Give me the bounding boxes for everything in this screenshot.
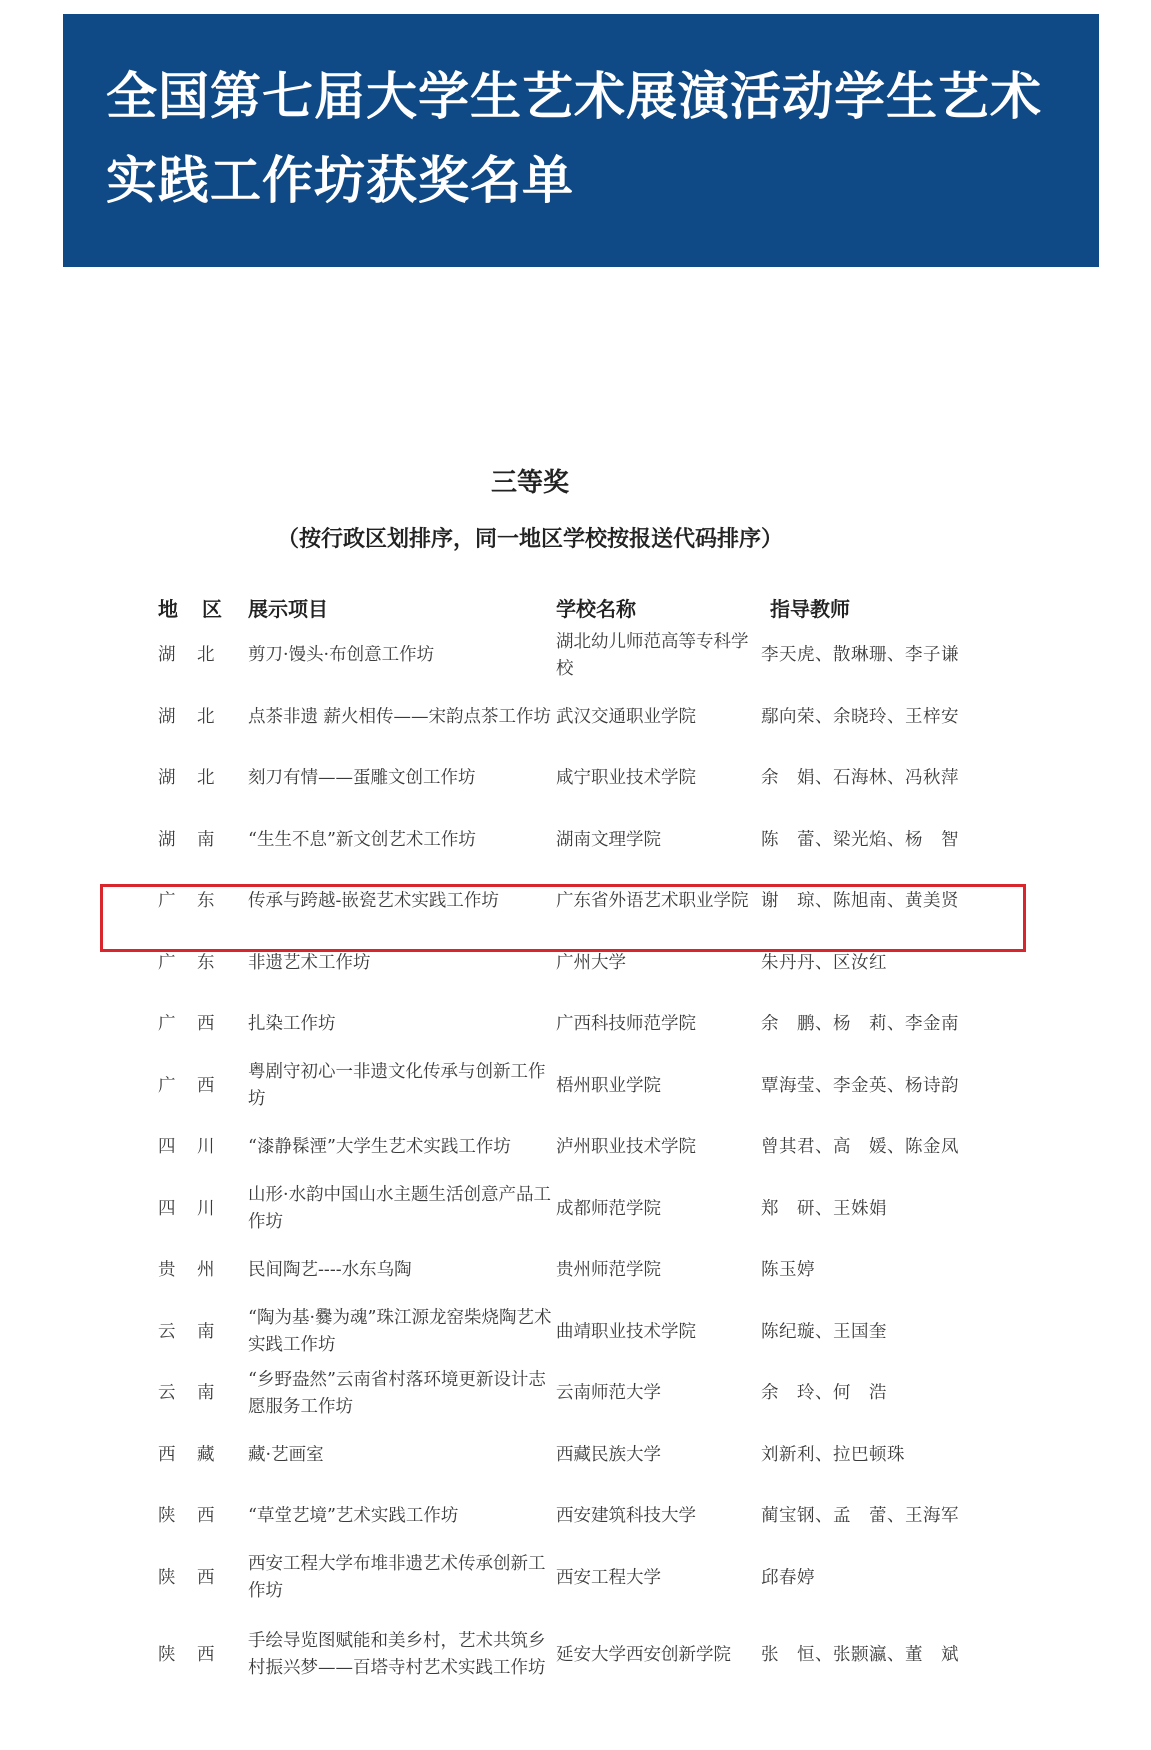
cell-teacher [761,1302,1001,1364]
project-text: 藏·艺画室 [248,1444,324,1465]
project-text: “草堂艺境”艺术实践工作坊 [248,1506,459,1527]
cell-region [158,1548,220,1610]
award-level-title: 三等奖 [490,468,569,498]
cell-school [556,1425,756,1487]
region-text: 湖 北 [158,645,217,666]
region-text: 湖 北 [158,768,217,789]
cell-region [158,1609,220,1701]
table-row [0,871,1151,933]
project-text: 剪刀·馒头·布创意工作坊 [248,645,435,666]
cell-region [158,625,220,687]
table-row [0,1363,1151,1425]
region-text: 广 东 [158,891,217,912]
cell-school [556,687,756,749]
table-row [0,1056,1151,1118]
title-banner [63,14,1099,267]
cell-teacher [761,1240,1001,1302]
region-text: 湖 南 [158,829,217,850]
school-text: 云南师范大学 [556,1383,661,1404]
cell-school [556,933,756,995]
cell-teacher [761,810,1001,872]
cell-project [248,1425,554,1487]
teacher-text: 李天虎、散琳珊、李子谦 [761,645,959,666]
cell-teacher [761,1056,1001,1118]
cell-teacher [761,1179,1001,1241]
cell-project [248,1548,554,1610]
cell-school [556,1609,756,1701]
project-text: “乡野盎然”云南省村落环境更新设计志愿服务工作坊 [248,1369,546,1417]
region-text: 陕 西 [158,1567,217,1588]
table-row [0,933,1151,995]
table-row [0,1117,1151,1179]
table-row [0,1425,1151,1487]
school-text: 湖北幼儿师范高等专科学校 [556,631,749,679]
school-text: 梧州职业学院 [556,1075,661,1096]
school-text: 广州大学 [556,952,626,973]
cell-region [158,1056,220,1118]
cell-school [556,810,756,872]
cell-region [158,994,220,1056]
project-text: “漆静髹湮”大学生艺术实践工作坊 [248,1137,511,1158]
cell-teacher [761,994,1001,1056]
school-text: 成都师范学院 [556,1198,661,1219]
cell-region [158,871,220,933]
header-teacher: 指导教师 [770,597,850,621]
teacher-text: 陈纪璇、王国奎 [761,1321,887,1342]
teacher-text: 陈玉婷 [761,1260,815,1281]
table-body [0,625,1151,1701]
region-text: 陕 西 [158,1644,217,1665]
project-text: 手绘导览图赋能和美乡村，艺术共筑乡村振兴梦——百塔寺村艺术实践工作坊 [248,1631,546,1678]
project-text: 粤剧守初心一非遗文化传承与创新工作坊 [248,1062,546,1110]
cell-teacher [761,1117,1001,1179]
cell-teacher [761,1609,1001,1701]
cell-school [556,871,756,933]
cell-project [248,1240,554,1302]
table-row [0,810,1151,872]
cell-project [248,810,554,872]
cell-region [158,1486,220,1548]
region-text: 贵 州 [158,1260,217,1281]
school-text: 广东省外语艺术职业学院 [556,891,749,912]
region-text: 四 川 [158,1137,217,1158]
award-table [0,585,1151,1701]
cell-school [556,1117,756,1179]
cell-school [556,1363,756,1425]
project-text: 非遗艺术工作坊 [248,952,371,973]
region-text: 湖 北 [158,706,217,727]
table-row [0,1240,1151,1302]
teacher-text: 曾其君、高 媛、陈金凤 [761,1137,959,1158]
cell-region [158,1117,220,1179]
header-project: 展示项目 [248,597,328,621]
cell-project [248,1056,554,1118]
cell-region [158,1363,220,1425]
school-text: 延安大学西安创新学院 [556,1644,731,1665]
cell-region [158,1179,220,1241]
table-row [0,994,1151,1056]
school-text: 泸州职业技术学院 [556,1137,696,1158]
teacher-text: 蔺宝钢、孟 蕾、王海军 [761,1506,959,1527]
table-row [0,1486,1151,1548]
cell-teacher [761,625,1001,687]
project-text: 刻刀有情——蛋雕文创工作坊 [248,768,476,789]
project-text: 扎染工作坊 [248,1014,336,1035]
cell-project [248,1486,554,1548]
cell-teacher [761,1363,1001,1425]
teacher-text: 陈 蕾、梁光焰、杨 智 [761,829,959,850]
cell-region [158,748,220,810]
teacher-text: 郑 研、王姝娟 [761,1198,887,1219]
table-row [0,687,1151,749]
project-text: 民间陶艺----水东乌陶 [248,1260,412,1281]
table-row [0,625,1151,687]
cell-school [556,748,756,810]
school-text: 武汉交通职业学院 [556,706,696,727]
teacher-text: 余 玲、何 浩 [761,1383,887,1404]
cell-region [158,1425,220,1487]
cell-project [248,687,554,749]
teacher-text: 余 娟、石海林、冯秋萍 [761,768,959,789]
table-row [0,1609,1151,1701]
region-text: 广 西 [158,1014,217,1035]
cell-project [248,994,554,1056]
sorting-note: （按行政区划排序，同一地区学校按报送代码排序） [276,526,783,552]
cell-project [248,748,554,810]
table-row [0,1179,1151,1241]
header-school: 学校名称 [556,597,636,621]
cell-project [248,1609,554,1701]
cell-school [556,1486,756,1548]
school-text: 贵州师范学院 [556,1260,661,1281]
teacher-text: 朱丹丹、区汝红 [761,952,887,973]
cell-project [248,933,554,995]
region-text: 广 西 [158,1075,217,1096]
cell-region [158,1302,220,1364]
cell-school [556,994,756,1056]
cell-region [158,1240,220,1302]
cell-teacher [761,1548,1001,1610]
cell-school [556,625,756,687]
school-text: 广西科技师范学院 [556,1014,696,1035]
cell-school [556,1548,756,1610]
school-text: 西安工程大学 [556,1567,661,1588]
region-text: 西 藏 [158,1444,217,1465]
teacher-text: 覃海莹、李金英、杨诗韵 [761,1075,959,1096]
teacher-text: 刘新利、拉巴顿珠 [761,1444,905,1465]
region-text: 陕 西 [158,1506,217,1527]
cell-school [556,1179,756,1241]
teacher-text: 张 恒、张颢瀛、董 斌 [761,1644,959,1665]
region-text: 四 川 [158,1198,217,1219]
cell-school [556,1302,756,1364]
cell-project [248,1117,554,1179]
table-row [0,1548,1151,1610]
school-text: 曲靖职业技术学院 [556,1321,696,1342]
cell-teacher [761,933,1001,995]
school-text: 湖南文理学院 [556,829,661,850]
cell-school [556,1240,756,1302]
cell-teacher [761,1486,1001,1548]
project-text: 山形·水韵中国山水主题生活创意产品工作坊 [248,1185,552,1233]
cell-region [158,687,220,749]
table-header-row [0,585,1151,625]
region-text: 云 南 [158,1321,217,1342]
cell-school [556,1056,756,1118]
cell-project [248,871,554,933]
teacher-text: 邱春婷 [761,1567,815,1588]
teacher-text: 余 鹏、杨 莉、李金南 [761,1014,959,1035]
school-text: 咸宁职业技术学院 [556,768,696,789]
cell-project [248,625,554,687]
project-text: 传承与跨越-嵌瓷艺术实践工作坊 [248,891,499,912]
project-text: “陶为基·爨为魂”珠江源龙窑柴烧陶艺术实践工作坊 [248,1308,552,1356]
cell-teacher [761,748,1001,810]
cell-project [248,1302,554,1364]
cell-region [158,810,220,872]
project-text: 点茶非遗 薪火相传——宋韵点茶工作坊 [248,706,552,727]
table-row [0,748,1151,810]
cell-project [248,1363,554,1425]
cell-teacher [761,1425,1001,1487]
page-title: 全国第七届大学生艺术展演活动学生艺术实践工作坊获奖名单 [106,68,1043,211]
project-text: 西安工程大学布堆非遗艺术传承创新工作坊 [248,1554,546,1602]
table-row [0,1302,1151,1364]
cell-teacher [761,687,1001,749]
header-region: 地 区 [158,597,224,621]
region-text: 云 南 [158,1383,217,1404]
teacher-text: 鄢向荣、余晓玲、王梓安 [761,706,959,727]
project-text: “生生不息”新文创艺术工作坊 [248,829,476,850]
cell-project [248,1179,554,1241]
school-text: 西安建筑科技大学 [556,1506,696,1527]
region-text: 广 东 [158,952,217,973]
cell-teacher [761,871,1001,933]
teacher-text: 谢 琼、陈旭南、黄美贤 [761,891,959,912]
school-text: 西藏民族大学 [556,1444,661,1465]
cell-region [158,933,220,995]
